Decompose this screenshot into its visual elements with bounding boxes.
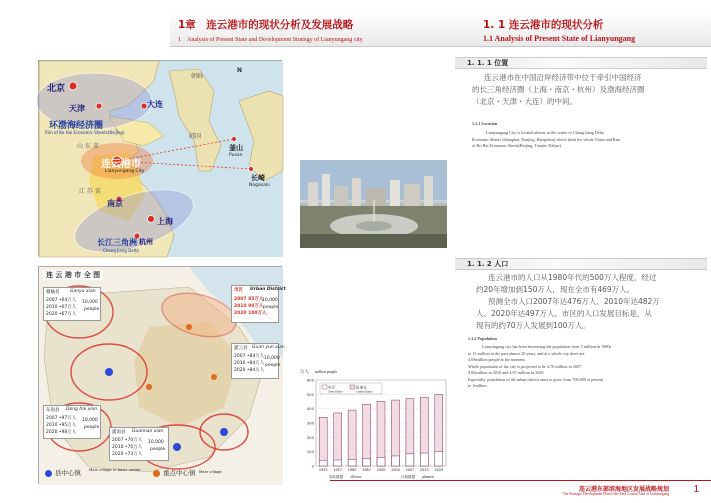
chart-ytick-label: 300 [306, 420, 314, 426]
footer-title-en: The Strategic Development Plan of the East Coastal Area of Lianyungang [562, 492, 669, 496]
chart-group-label: till now [350, 475, 362, 479]
guanyun-2010: 2010 •84万人 [234, 361, 265, 366]
donghai-en: Dong hai xian [66, 407, 98, 412]
chart-bar-urban [420, 453, 428, 466]
population-en-line-4: Whole population of the city is projected to be 4.76 million in 2007, [468, 363, 583, 369]
urban-unit2: people [263, 305, 279, 310]
chart-bar-urban [391, 456, 399, 466]
donghai-2007: 2007 •97万人 [46, 416, 77, 421]
chart-bar-urban [377, 457, 385, 466]
chart-xtick-label: 1957 [333, 468, 342, 472]
ganyu-unit2: people [84, 307, 100, 312]
chart-ytick-label: 200 [306, 434, 314, 440]
location-en-line-3: of Bo Hai Economic Sheets(Beijing, Tianjin, Dalian). [472, 143, 562, 148]
urban-box [231, 285, 286, 323]
map-label-lianyungang-en: Lianyungang City [105, 169, 145, 174]
legend-county-center-en: Main village in basic center [89, 467, 141, 472]
section-title-cn: 1. 1 连云港市的现状分析 [483, 19, 604, 31]
location-en-head: 1.1.1 Location [472, 121, 498, 126]
population-text-cn [488, 272, 656, 284]
page-footer [330, 480, 711, 503]
urban-name: 市区 [234, 288, 243, 293]
population-en-line-5: 4.82million in 2010 and 4.97 million in 2020 [468, 370, 544, 375]
key-center-icon [153, 470, 160, 477]
section-bar-location: 1. 1. 1 位置 [455, 57, 707, 69]
urban-2007: 2007 85万人 [234, 297, 264, 302]
compass-icon: N [237, 67, 243, 74]
map-label-delta-en: Chang Jiang Delta [103, 248, 139, 253]
donghai-unit2: people [84, 425, 100, 430]
chapter-title-cn: 1章 连云港市的现状分析及发展战略 [178, 19, 354, 31]
chart-xtick-label: 2010 [420, 468, 429, 472]
ganyu-name: 赣榆县 [46, 290, 60, 295]
chapter-heading [178, 17, 363, 43]
legend-label-urban-en: Urban District [328, 390, 343, 394]
chart-xtick-label: 1980 [347, 468, 357, 472]
location-text-cn-cont [472, 84, 645, 108]
location-map [38, 60, 282, 256]
chart-group-label: 实际数据 [328, 475, 344, 479]
guannan-2010: 2010 •70万人 [112, 445, 143, 450]
map-label-nanjing: 南京 [107, 199, 123, 208]
map-label-lianyungang: 连云港市 [101, 159, 141, 170]
guanyun-en: Guan yun xian [252, 345, 285, 350]
legend-label-urban: 市区 [328, 385, 336, 390]
legend-key-center: 重点中心镇 [163, 469, 196, 477]
chart-ytick-label: 100 [306, 449, 314, 455]
chart-xtick-label: 1953 [318, 468, 328, 472]
chart-bar-county [348, 410, 356, 466]
population-en-line-7: to 1million. [468, 383, 488, 388]
map-label-bohai-en: Rim of Bo Hai Economic Sheets(Beijing) [45, 130, 125, 135]
county-center-icon [45, 470, 52, 477]
location-line-2: 的长三角经济圈（上海・南京・杭州）及渤海经济圈 [472, 85, 645, 94]
chart-xtick-label: 1987 [362, 468, 371, 472]
population-en-line-2: to 15 million in the past almost 20 years, and at a whole city there are [468, 350, 585, 356]
chart-ytick-label: 500 [306, 391, 314, 397]
map-label-shandong: 山 东 省 [77, 143, 99, 150]
chart-group-label: 计划数据 [400, 475, 416, 479]
donghai-name: 东海县 [46, 408, 60, 413]
map-label-tianjin: 天津 [69, 104, 85, 113]
map-label-shanghai: 上海 [157, 217, 173, 226]
chart-ytick-label: 0 [311, 463, 314, 469]
guannan-unit: 10,000 [148, 440, 164, 445]
section-bar-population: 1. 1. 2 人口 [455, 258, 707, 270]
population-chart [300, 368, 450, 486]
population-line-4: 人、2020年达497万人。市区的人口发展目标是，从 [476, 309, 652, 318]
population-chart-svg [300, 368, 450, 486]
ganyu-2020: 2020 •67万人 [46, 312, 77, 317]
location-map-graphic [39, 61, 283, 257]
population-en-line-6: Especially, population of the urban district aims to grow from 700,000 at present [468, 376, 604, 382]
legend-label-county: 县部分 [356, 385, 367, 390]
donghai-box [43, 405, 101, 439]
map-label-hangzhou: 杭州 [139, 238, 153, 246]
section-heading [483, 17, 635, 43]
chapter-title-en: 1 Analysis of Present State and Development Strategy of Lianyungang city [178, 37, 363, 43]
ganyu-box [43, 287, 101, 321]
guannan-unit2: people [150, 447, 166, 452]
location-en-line-2: Economic Sheets (Shanghai, Nanjing, Hangzhou) which leads the whole China and Rim [472, 136, 621, 142]
population-en-head: 1.1.2 Population [468, 336, 497, 341]
donghai-2020: 2020 •98万人 [46, 430, 77, 435]
legend-key-center-en: Main village [199, 469, 222, 474]
donghai-unit: 10,000 [82, 418, 98, 423]
chart-xtick-label: 2020 [434, 468, 444, 472]
overview-legend [43, 467, 279, 483]
chart-bar-urban [406, 454, 414, 466]
population-line-1: 连云港市的人口从1980年代的500万人程度，经过 [488, 273, 657, 282]
legend-swatch-urban [322, 385, 327, 389]
chart-ytick-label: 400 [306, 406, 314, 412]
ganyu-en: Ganyu xian [70, 289, 96, 294]
city-photo [300, 160, 447, 248]
location-line-3: （北京・天津・大连）的中间。 [472, 97, 577, 106]
map-label-dalian: 大连 [147, 100, 163, 109]
chart-ylabel-en: million people [315, 370, 338, 374]
guanyun-name: 灌云县 [234, 346, 248, 351]
map-label-nagasaki: 长崎 [251, 174, 265, 182]
map-label-delta: 长江三角洲 [97, 238, 137, 247]
chart-bar-urban [334, 460, 342, 466]
legend-label-county-en: Country District [356, 390, 373, 394]
guanyun-unit2: people [265, 363, 281, 368]
chart-xtick-label: 2004 [391, 468, 400, 472]
guannan-2020: 2020 •73万人 [112, 452, 143, 457]
chart-bar-county [334, 413, 342, 466]
chart-bar-county [319, 417, 327, 466]
chart-xtick-label: 2007 [405, 468, 415, 472]
guannan-box [109, 427, 169, 461]
overview-map-title: 连 云 港 市 全 图 [43, 270, 103, 280]
map-label-beijing: 北京 [47, 84, 66, 94]
guannan-2007: 2007 •70万人 [112, 438, 143, 443]
guannan-name: 灌南县 [112, 430, 126, 435]
chart-group-label: planned [422, 475, 434, 479]
map-label-busan: 釜山 [229, 144, 243, 152]
legend-swatch-county [350, 385, 355, 389]
legend-county-center: 县中心镇 [55, 469, 81, 477]
chart-bar-county [377, 402, 385, 467]
population-line-3: 预测全市人口2007年达476万人、2010年达482万 [488, 297, 660, 306]
urban-2010: 2010 90万人 [234, 304, 264, 309]
guanyun-2007: 2007 •84万人 [234, 354, 265, 359]
map-label-busan-en: Pusan [229, 153, 243, 158]
map-label-jiangsu: 江 苏 省 [79, 188, 101, 195]
chart-ylabel: 万人 [300, 370, 309, 375]
city-overview-map [38, 266, 286, 484]
ganyu-unit: 10,000 [82, 300, 98, 305]
population-text-cn-cont [476, 284, 660, 332]
section-title-en: 1.1 Analysis of Present State of Lianyungang [483, 34, 636, 43]
urban-en: Urban District [250, 287, 286, 292]
chart-bar-county [363, 404, 371, 466]
guannan-en: Guannan xian [132, 429, 164, 434]
location-line-1: 连云港市在中国沿岸经济带中位于牵引中国经济 [484, 73, 642, 82]
guanyun-unit: 10,000 [264, 356, 280, 361]
chart-xtick-label: 2000 [376, 468, 386, 472]
donghai-2010: 2010 •95万人 [46, 423, 77, 428]
population-line-5: 现有的约70万人发展到100万人。 [476, 321, 590, 330]
city-photo-graphic [300, 160, 447, 248]
population-en-line-3: 4.69million people at the moment. [468, 357, 526, 362]
location-en-line-1: Lianyungang City is located almost in the center of Chang Jiang Delta [486, 130, 604, 135]
page-header [0, 0, 711, 48]
chart-bar-urban [363, 459, 371, 466]
map-label-nagasaki-en: Nagasaki [249, 183, 270, 188]
map-label-korea-north: 朝鲜 [191, 73, 204, 80]
footer-title-cn: 连云港东部滨海地区发展战略规划 [578, 486, 669, 493]
chart-bar-urban [348, 460, 356, 466]
guanyun-box [231, 343, 285, 379]
chart-bar-urban [435, 452, 443, 466]
urban-unit: 10,000 [262, 298, 278, 303]
urban-2020: 2020 100万人 [234, 311, 267, 316]
chart-bar-urban [319, 460, 327, 466]
ganyu-2007: 2007 •64万人 [46, 298, 77, 303]
population-text-en [468, 344, 611, 390]
location-text-en [472, 130, 620, 150]
map-label-bohai: 环渤海经济圈 [49, 121, 104, 131]
map-label-korea: 韩国 [189, 133, 202, 140]
location-text-cn [484, 72, 642, 84]
population-en-line-1: Lianyungang city has been increasing the population from 5 million in 1980s [482, 344, 612, 349]
chart-ytick-label: 600 [306, 377, 314, 383]
population-line-2: 约20年增加到150万人，现在全市有469万人。 [476, 285, 635, 294]
guanyun-2020: 2020 •84万人 [234, 368, 265, 373]
ganyu-2010: 2010 •67万人 [46, 305, 77, 310]
page-number: 1 [693, 484, 699, 495]
